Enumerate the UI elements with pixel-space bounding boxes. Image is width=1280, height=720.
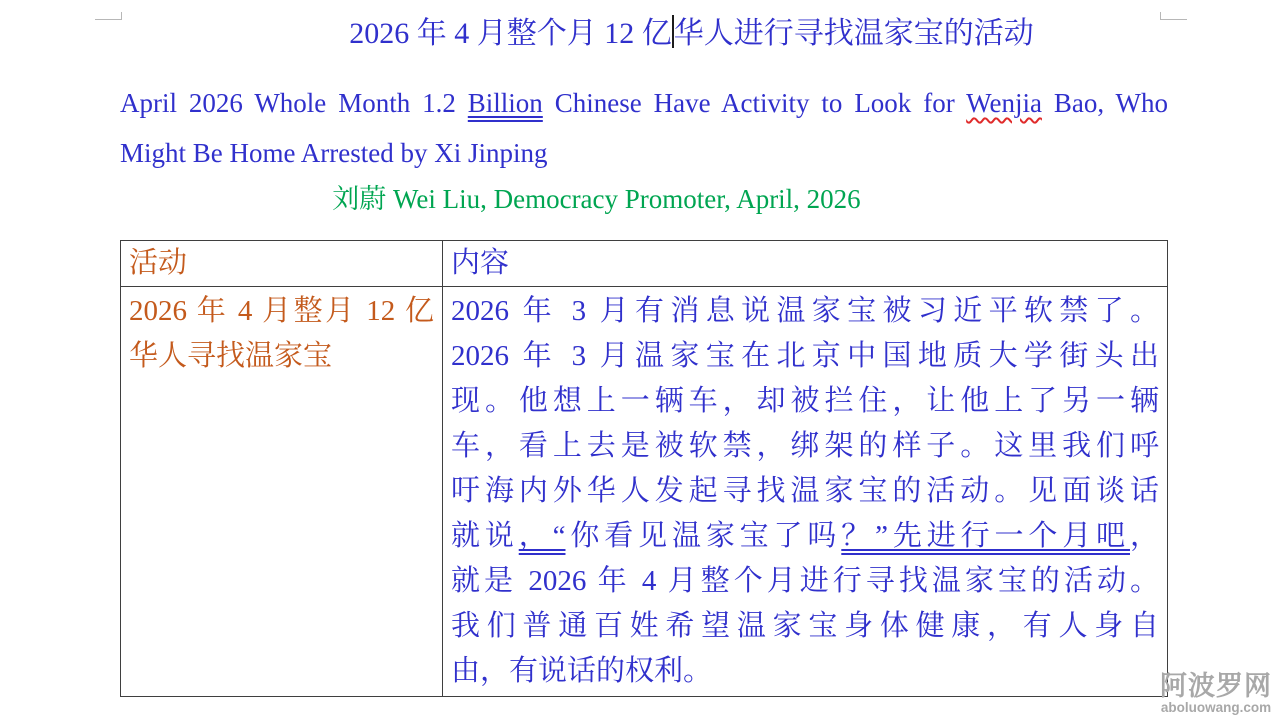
underlined-text-segment: ？”先进行一个月吧 [841, 520, 1130, 552]
text-line [120, 78, 1168, 128]
text-segment: 就说 [451, 520, 519, 552]
text-line [129, 334, 434, 379]
text-line [451, 649, 1159, 694]
text-line [451, 424, 1159, 469]
text-segment: 车，看上去是被软禁，绑架的样子。这里我们呼 [451, 430, 1159, 462]
text-segment: ， [1129, 520, 1159, 552]
text-line [451, 604, 1159, 649]
english-heading-line2: Might Be Home Arrested by Xi Jinping [120, 138, 548, 168]
text-segment: 2026 年 4 月整月 12 亿 [129, 295, 434, 327]
watermark-site-name: 阿波罗网 [1160, 671, 1272, 701]
header-cell-content[interactable]: 内容 [443, 241, 1168, 287]
watermark-site-url: aboluowang.com [1160, 700, 1272, 715]
text-line [451, 514, 1159, 559]
cell-activity[interactable] [121, 287, 443, 697]
title-text-before-cursor: 2026 年 4 月整个月 12 亿 [349, 17, 672, 50]
text-segment: 2026 年 3 月温家宝在北京中国地质大学街头出 [451, 340, 1159, 372]
english-heading-paragraph[interactable] [120, 78, 1168, 178]
underlined-text-segment: Billion [467, 88, 543, 118]
text-segment: 华人寻找温家宝 [129, 340, 333, 372]
header-cell-activity[interactable]: 活动 [121, 241, 443, 287]
title-text-after-cursor: 华人进行寻找温家宝的活动 [673, 17, 1034, 50]
underlined-text-segment: Wenjia [966, 88, 1042, 118]
watermark [1160, 671, 1272, 716]
text-line [451, 379, 1159, 424]
cell-content[interactable] [443, 287, 1168, 697]
text-segment: 2026 年 3 月有消息说温家宝被习近平软禁了。 [451, 295, 1159, 327]
text-line [129, 289, 434, 334]
text-line [451, 469, 1159, 514]
english-heading-line1 [120, 78, 1168, 128]
table-header-row [121, 241, 1168, 287]
text-line [451, 289, 1159, 334]
margin-corner-mark-left-icon [95, 12, 122, 20]
byline[interactable]: 刘蔚 Wei Liu, Democracy Promoter, April, 2026 [332, 184, 861, 214]
text-segment: 我们普通百姓希望温家宝身体健康，有人身自 [451, 610, 1159, 642]
text-segment: 就是 2026 年 4 月整个月进行寻找温家宝的活动。 [451, 565, 1159, 597]
underlined-text-segment: ，“ [518, 520, 566, 552]
text-segment: 由，有说话的权利。 [451, 655, 713, 687]
text-line [451, 559, 1159, 604]
text-segment: Chinese Have Activity to Look for [542, 88, 967, 118]
table-body-row [121, 287, 1168, 697]
text-segment: 现。他想上一辆车，却被拦住，让他上了另一辆 [451, 385, 1159, 417]
text-segment: Bao, Who [1041, 88, 1168, 118]
activity-table [120, 240, 1168, 697]
text-segment: 你看见温家宝了吗 [565, 520, 842, 552]
text-segment: April 2026 Whole Month 1.2 [120, 88, 468, 118]
text-line [451, 334, 1159, 379]
document-title[interactable] [120, 14, 1168, 54]
text-segment: 吁海内外华人发起寻找温家宝的活动。见面谈话 [451, 475, 1159, 507]
